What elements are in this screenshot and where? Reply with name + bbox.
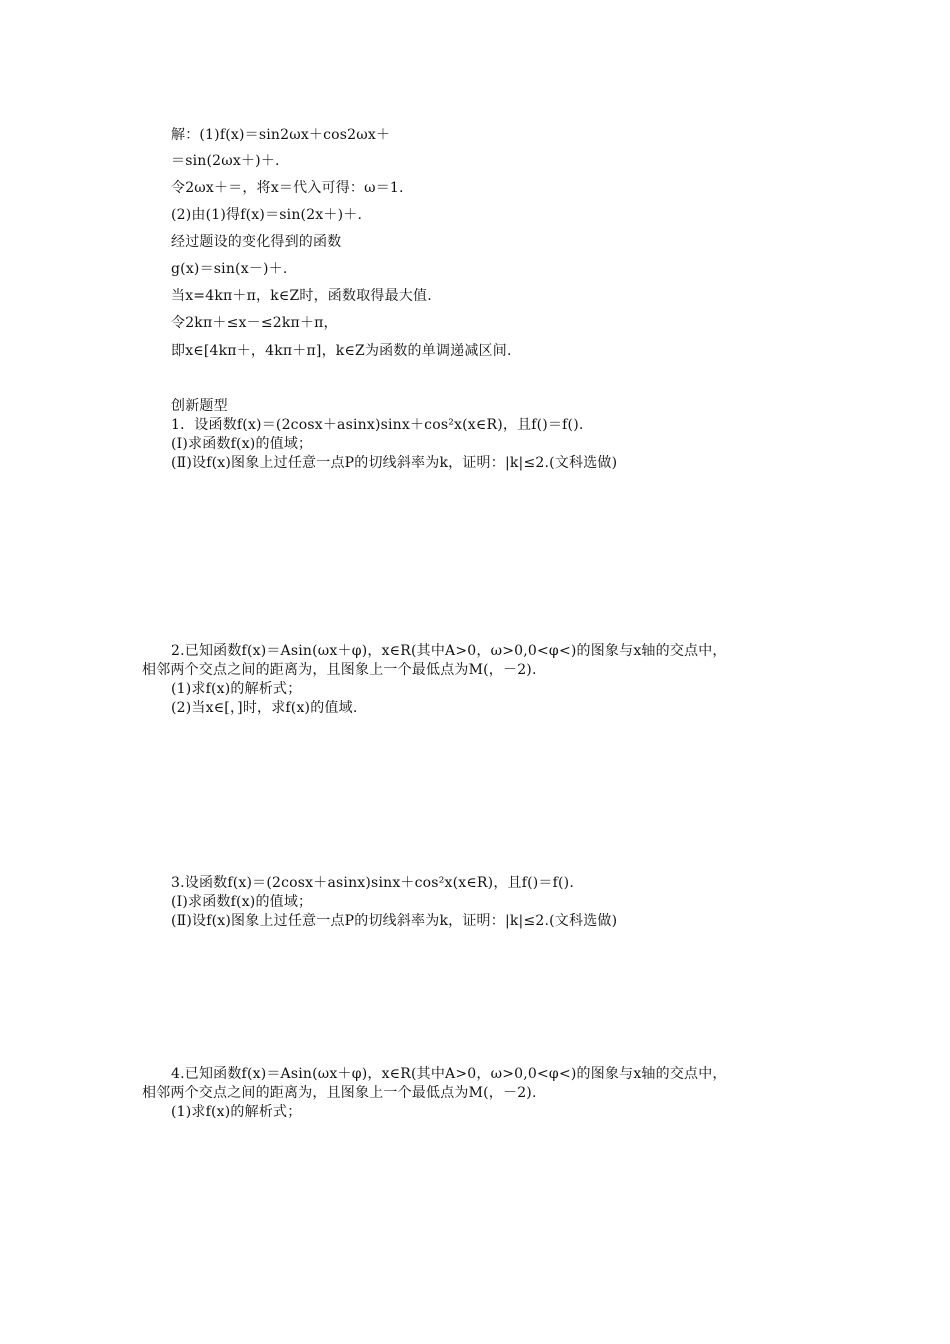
problem-4-line-1: 4.已知函数f(x)＝Asin(ωx＋φ)，x∈R(其中A>0，ω>0,0<φ<)的图象与x轴的交点中， <box>171 1066 727 1082</box>
solution-line-2: ＝sin(2ωx＋)＋. <box>171 153 280 169</box>
problem-1-line-1: 1．设函数f(x)＝(2cosx＋asinx)sinx＋cos²x(x∈R)，且f()＝f(). <box>171 417 584 433</box>
problem-4-line-3: (1)求f(x)的解析式； <box>171 1104 302 1120</box>
problem-2-line-4: (2)当x∈[，]时，求f(x)的值域. <box>171 700 358 716</box>
problem-2-line-1: 2.已知函数f(x)＝Asin(ωx＋φ)，x∈R(其中A>0，ω>0,0<φ<)的图象与x轴的交点中， <box>171 643 727 659</box>
problem-3-line-2: (Ⅰ)求函数f(x)的值域； <box>171 894 313 910</box>
problem-3-line-3: (Ⅱ)设f(x)图象上过任意一点P的切线斜率为k，证明：|k|≤2.(文科选做) <box>171 913 618 929</box>
problem-4-line-2: 相邻两个交点之间的距离为，且图象上一个最低点为M(，－2). <box>142 1085 537 1101</box>
problem-1-line-3: (Ⅱ)设f(x)图象上过任意一点P的切线斜率为k，证明：|k|≤2.(文科选做) <box>171 455 618 471</box>
solution-line-7: 当x=4kπ＋π，k∈Z时，函数取得最大值. <box>171 288 432 304</box>
solution-line-6: g(x)＝sin(x－)＋. <box>171 261 288 277</box>
section-title: 创新题型 <box>171 398 228 414</box>
solution-line-5: 经过题设的变化得到的函数 <box>171 234 342 250</box>
solution-line-9: 即x∈[4kπ＋，4kπ＋π]，k∈Z为函数的单调递减区间. <box>171 343 512 359</box>
solution-line-1: 解：(1)f(x)＝sin2ωx＋cos2ωx＋ <box>171 127 391 143</box>
solution-line-4: (2)由(1)得f(x)＝sin(2x＋)＋. <box>171 207 363 223</box>
solution-line-3: 令2ωx＋＝，将x＝代入可得：ω＝1. <box>171 180 404 196</box>
problem-2-line-3: (1)求f(x)的解析式； <box>171 681 302 697</box>
problem-2-line-2: 相邻两个交点之间的距离为，且图象上一个最低点为M(，－2). <box>142 662 537 678</box>
problem-3-line-1: 3.设函数f(x)＝(2cosx＋asinx)sinx＋cos²x(x∈R)，且f()＝f(). <box>171 875 574 891</box>
problem-1-line-2: (Ⅰ)求函数f(x)的值域； <box>171 436 313 452</box>
solution-line-8: 令2kπ＋≤x－≤2kπ＋π， <box>171 315 338 331</box>
